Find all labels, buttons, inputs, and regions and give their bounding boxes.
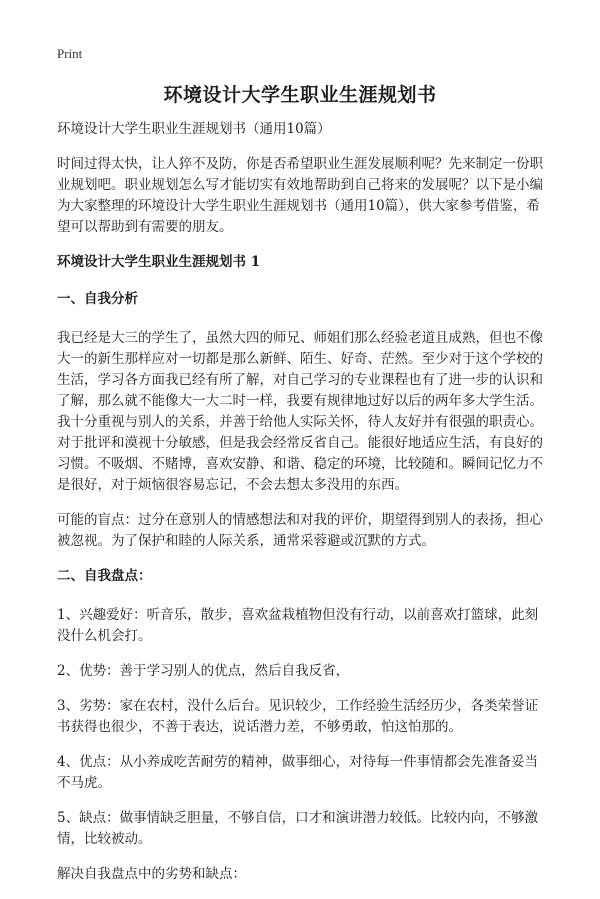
list-item: 2、优势：善于学习别人的优点，然后自我反省， (57, 663, 350, 679)
closing-line: 解决自我盘点中的劣势和缺点： (57, 866, 246, 882)
print-link[interactable]: Print (57, 46, 83, 61)
list-item: 4、优点：从小养成吃苦耐劳的精神，做事细心，对待每一件事情都会先准备妥当不马虎。 (57, 754, 539, 791)
intro-paragraph: 时间过得太快，让人猝不及防，你是否希望职业生涯发展顺利呢？先来制定一份职业规划吧。职业规划怎么写才能切实有效地帮助到自己将来的发展呢？以下是小编为大家整理的环境设计大学生职业生涯规划书（通用10篇），供大家参考借鉴，希望可以帮助到有需要的朋友。 (57, 156, 543, 235)
article-heading: 环境设计大学生职业生涯规划书 1 (57, 254, 261, 270)
list-item: 5、缺点：做事情缺乏胆量，不够自信，口才和演讲潜力较低。比较内向，不够激情，比较被动。 (57, 810, 539, 847)
document-body (57, 119, 547, 899)
list-item: 3、劣势：家在农村，没什么后台。见识较少，工作经验生活经历少，各类荣誉证书获得也很少，不善于表达，说话潜力差，不够勇敢，怕这怕那的。 (57, 698, 539, 735)
list-item: 1、兴趣爱好：听音乐，散步，喜欢盆栽植物但没有行动，以前喜欢打篮球，此刻没什么机会打。 (57, 607, 539, 644)
blind-spot-paragraph: 可能的盲点：过分在意别人的情感想法和对我的评价，期望得到别人的表扬，担心被忽视。为了保护和睦的人际关系，通常采蓉避或沉默的方式。 (57, 512, 543, 549)
document-title: 环境设计大学生职业生涯规划书 (163, 84, 437, 106)
section-heading-self-inventory: 二、自我盘点： (57, 568, 152, 584)
section-heading-self-analysis: 一、自我分析 (57, 291, 138, 307)
self-analysis-paragraph: 我已经是大三的学生了，虽然大四的师兄、师姐们那么经验老道且成熟，但也不像大一的新生那样应对一切都是那么新鲜、陌生、好奇、茫然。至少对于这个学校的生活，学习各方面我已经有所了解，对自己学习的专业课程也有了进一步的认识和了解，那么就不能像大一大二时一样，我要有规律地过好以后的两年多大学生活。我十分重视与别人的关系，并善于给他人实际关怀，待人友好并有很强的职责心。对于批评和漠视十分敏感，但是我会经常反省自己。能很好地适应生活，有良好的习惯。不吸烟、不赌博，喜欢安静、和谐、稳定的环境，比较随和。瞬间记忆力不是很好，对于烦恼很容易忘记，不会去想太多没用的东西。 (57, 330, 543, 493)
subtitle: 环境设计大学生职业生涯规划书（通用10篇） (57, 121, 331, 137)
